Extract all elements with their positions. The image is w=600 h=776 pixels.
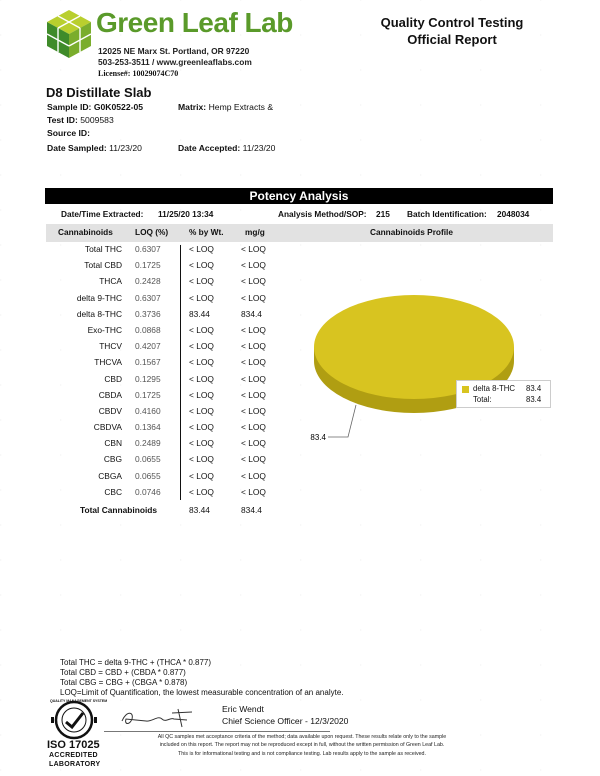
col-loq: LOQ (%) [135, 227, 169, 237]
cannabinoid-pct: < LOQ [189, 260, 214, 271]
cannabinoid-mg: 834.4 [241, 308, 262, 319]
test-id-row [47, 115, 114, 125]
cannabinoid-pct: < LOQ [189, 244, 214, 254]
date-sampled-label: Date Sampled: [47, 143, 107, 153]
cannabinoid-pct: < LOQ [189, 486, 214, 497]
date-accepted-row [178, 143, 275, 153]
iso-accredited: ACCREDITED [49, 752, 98, 759]
date-sampled-row [47, 143, 142, 153]
total-cannabinoids-mg: 834.4 [241, 505, 262, 515]
sample-id-value: G0K0522-05 [93, 102, 144, 112]
total-cannabinoids-label: Total Cannabinoids [80, 505, 158, 515]
total-cannabinoids-pct: 83.44 [189, 505, 210, 515]
table-row [46, 325, 286, 341]
loq-definition: LOQ=Limit of Quantification, the lowest measurable concentration of an analyte. [60, 688, 344, 697]
cannabinoid-mg: < LOQ [241, 470, 266, 481]
sample-title: D8 Distillate Slab [46, 85, 152, 100]
cannabinoid-pct: < LOQ [189, 324, 214, 335]
col-pct: % by Wt. [189, 227, 224, 237]
table-row [46, 422, 286, 438]
cannabinoid-loq: 0.1567 [135, 357, 161, 368]
table-row [46, 341, 286, 357]
test-id-value: 5009583 [80, 115, 114, 125]
source-id-label: Source ID: [47, 128, 90, 138]
sample-id-row [47, 102, 143, 112]
legend-value-total: 83.4 [526, 395, 542, 404]
cannabinoid-loq: 0.1295 [135, 373, 161, 384]
batch-label: Batch Identification: [407, 209, 487, 219]
cannabinoid-name: CBDA [98, 389, 122, 400]
date-sampled-value: 11/23/20 [109, 143, 142, 153]
cannabinoid-name: THCA [99, 276, 122, 287]
legend-label-delta8: delta 8-THC [473, 384, 516, 393]
method-label: Analysis Method/SOP: [278, 209, 367, 219]
matrix-row [178, 102, 273, 112]
cannabinoid-name: CBG [103, 454, 122, 465]
date-accepted-value: 11/23/20 [242, 143, 276, 153]
signature-line [104, 731, 330, 732]
cannabinoid-mg: < LOQ [241, 454, 266, 465]
table-row [46, 357, 286, 373]
cannabinoid-mg: < LOQ [241, 276, 266, 287]
disclaimer-line1: All QC samples met acceptance criteria of the method; data available upon request. These results relate only to the sample [157, 734, 447, 740]
iso-standard: ISO 17025 [47, 739, 100, 751]
col-cannabinoids: Cannabinoids [58, 227, 113, 237]
cannabinoid-loq: 0.1725 [135, 389, 161, 400]
cannabinoid-mg: < LOQ [241, 357, 266, 368]
cannabinoid-mg: < LOQ [241, 260, 266, 271]
table-row [46, 487, 286, 503]
cannabinoid-pct: < LOQ [189, 389, 214, 400]
cannabinoid-loq: 0.4160 [135, 405, 161, 416]
cannabinoid-pct: 83.44 [189, 308, 210, 319]
disclaimer-line3: This is for informational testing and is not compliance testing. Lab results apply to the sample as received. [178, 751, 426, 757]
cannabinoid-loq: 0.2428 [135, 276, 161, 287]
table-row [46, 260, 286, 276]
cannabinoid-loq: 0.4207 [135, 341, 161, 352]
table-row [46, 438, 286, 454]
iso-laboratory: LABORATORY [49, 761, 101, 768]
lab-contact: 503-253-3511 / www.greenleaflabs.com [98, 57, 252, 67]
cannabinoid-mg: < LOQ [241, 486, 266, 497]
cannabinoid-pct: < LOQ [189, 470, 214, 481]
cannabinoid-mg: < LOQ [241, 438, 266, 449]
batch-value: 2048034 [497, 209, 530, 219]
cannabinoid-pct: < LOQ [189, 357, 214, 368]
cannabinoid-name: delta 8-THC [76, 308, 122, 319]
cannabinoid-name: CBDV [98, 405, 122, 416]
cannabinoid-pct: < LOQ [189, 438, 214, 449]
table-header-band [46, 224, 553, 242]
table-row [46, 374, 286, 390]
pie-leader-line [328, 405, 356, 437]
brand-name: Green Leaf Lab [96, 7, 293, 38]
cannabinoid-loq: 0.6307 [135, 292, 161, 303]
formula-total-cbg: Total CBG = CBG + (CBGA * 0.878) [60, 678, 188, 687]
matrix-value: Hemp Extracts & [208, 102, 274, 112]
cannabinoid-name: THCVA [94, 357, 122, 368]
source-id-row [47, 128, 90, 138]
cannabinoid-name: delta 9-THC [76, 292, 122, 303]
table-row [46, 244, 286, 260]
cannabinoid-loq: 0.3736 [135, 308, 161, 319]
cannabinoid-mg: < LOQ [241, 422, 266, 433]
table-row [46, 276, 286, 292]
cannabinoid-pct: < LOQ [189, 422, 214, 433]
sample-id-label: Sample ID: [47, 102, 92, 112]
method-value: 215 [376, 209, 390, 219]
table-row [46, 390, 286, 406]
matrix-label: Matrix: [178, 102, 207, 112]
table-row [46, 309, 286, 325]
col-profile: Cannabinoids Profile [370, 227, 453, 237]
cannabinoid-loq: 0.0746 [135, 486, 161, 497]
leaf-cube-logo-icon [46, 9, 92, 59]
cannabinoid-pct: < LOQ [189, 292, 214, 303]
extracted-value: 11/25/20 13:34 [158, 209, 214, 219]
report-title-line1: Quality Control Testing [380, 15, 524, 30]
table-row [46, 454, 286, 470]
lab-address: 12025 NE Marx St. Portland, OR 97220 [98, 46, 250, 56]
signer-title: Chief Science Officer - 12/3/2020 [222, 716, 349, 726]
cannabinoid-name: Total THC [84, 244, 122, 254]
table-row [46, 471, 286, 487]
cannabinoid-loq: 0.0655 [135, 470, 161, 481]
cannabinoid-pct: < LOQ [189, 373, 214, 384]
cannabinoid-mg: < LOQ [241, 324, 266, 335]
cannabinoid-pct: < LOQ [189, 276, 214, 287]
cannabinoid-loq: 0.6307 [135, 244, 161, 254]
table-row [46, 293, 286, 309]
iso-seal-text: QUALITY MANAGEMENT SYSTEM [50, 699, 108, 703]
cannabinoid-name: CBGA [98, 470, 122, 481]
cannabinoid-mg: < LOQ [241, 373, 266, 384]
cannabinoid-loq: 0.0655 [135, 454, 161, 465]
col-mg: mg/g [245, 227, 265, 237]
cannabinoid-name: Exo-THC [87, 324, 122, 335]
pie-slice-label: 83.4 [310, 433, 326, 442]
cannabinoid-pct: < LOQ [189, 454, 214, 465]
cannabinoid-mg: < LOQ [241, 389, 266, 400]
cannabinoid-mg: < LOQ [241, 244, 266, 254]
signer-name: Eric Wendt [222, 704, 264, 714]
cannabinoid-name: CBDVA [93, 422, 122, 433]
cannabinoid-pct: < LOQ [189, 341, 214, 352]
cannabinoid-name: CBD [104, 373, 122, 384]
extracted-label: Date/Time Extracted: [61, 209, 144, 219]
test-id-label: Test ID: [47, 115, 78, 125]
cannabinoid-name: THCV [99, 341, 122, 352]
cannabinoid-name: CBN [104, 438, 122, 449]
cannabinoid-loq: 0.1725 [135, 260, 161, 271]
chart-legend [456, 380, 551, 408]
legend-swatch [462, 386, 469, 393]
cannabinoid-loq: 0.0868 [135, 324, 161, 335]
cannabinoid-loq: 0.2489 [135, 438, 161, 449]
cannabinoid-name: Total CBD [84, 260, 122, 271]
table-row [46, 406, 286, 422]
formula-total-thc: Total THC = delta 9-THC + (THCA * 0.877) [60, 658, 212, 667]
signature-image [112, 703, 212, 733]
cannabinoid-mg: < LOQ [241, 341, 266, 352]
legend-label-total: Total: [473, 395, 492, 404]
cannabinoid-name: CBC [104, 486, 122, 497]
cannabinoid-loq: 0.1364 [135, 422, 161, 433]
report-title-line2: Official Report [407, 32, 497, 47]
cannabinoid-pct: < LOQ [189, 405, 214, 416]
formula-total-cbd: Total CBD = CBD + (CBDA * 0.877) [60, 668, 186, 677]
disclaimer-line2: included on this report. The report may not be reproduced except in full, without the written permission of Green Leaf Lab. [159, 742, 445, 748]
iso-seal-icon [46, 700, 102, 740]
cannabinoid-mg: < LOQ [241, 292, 266, 303]
potency-section-title: Potency Analysis [45, 188, 553, 204]
lab-license: License#: 10029074C70 [98, 69, 179, 78]
cannabinoid-mg: < LOQ [241, 405, 266, 416]
legend-value-delta8: 83.4 [526, 384, 542, 393]
date-accepted-label: Date Accepted: [178, 143, 241, 153]
cannabinoid-table [46, 244, 286, 503]
